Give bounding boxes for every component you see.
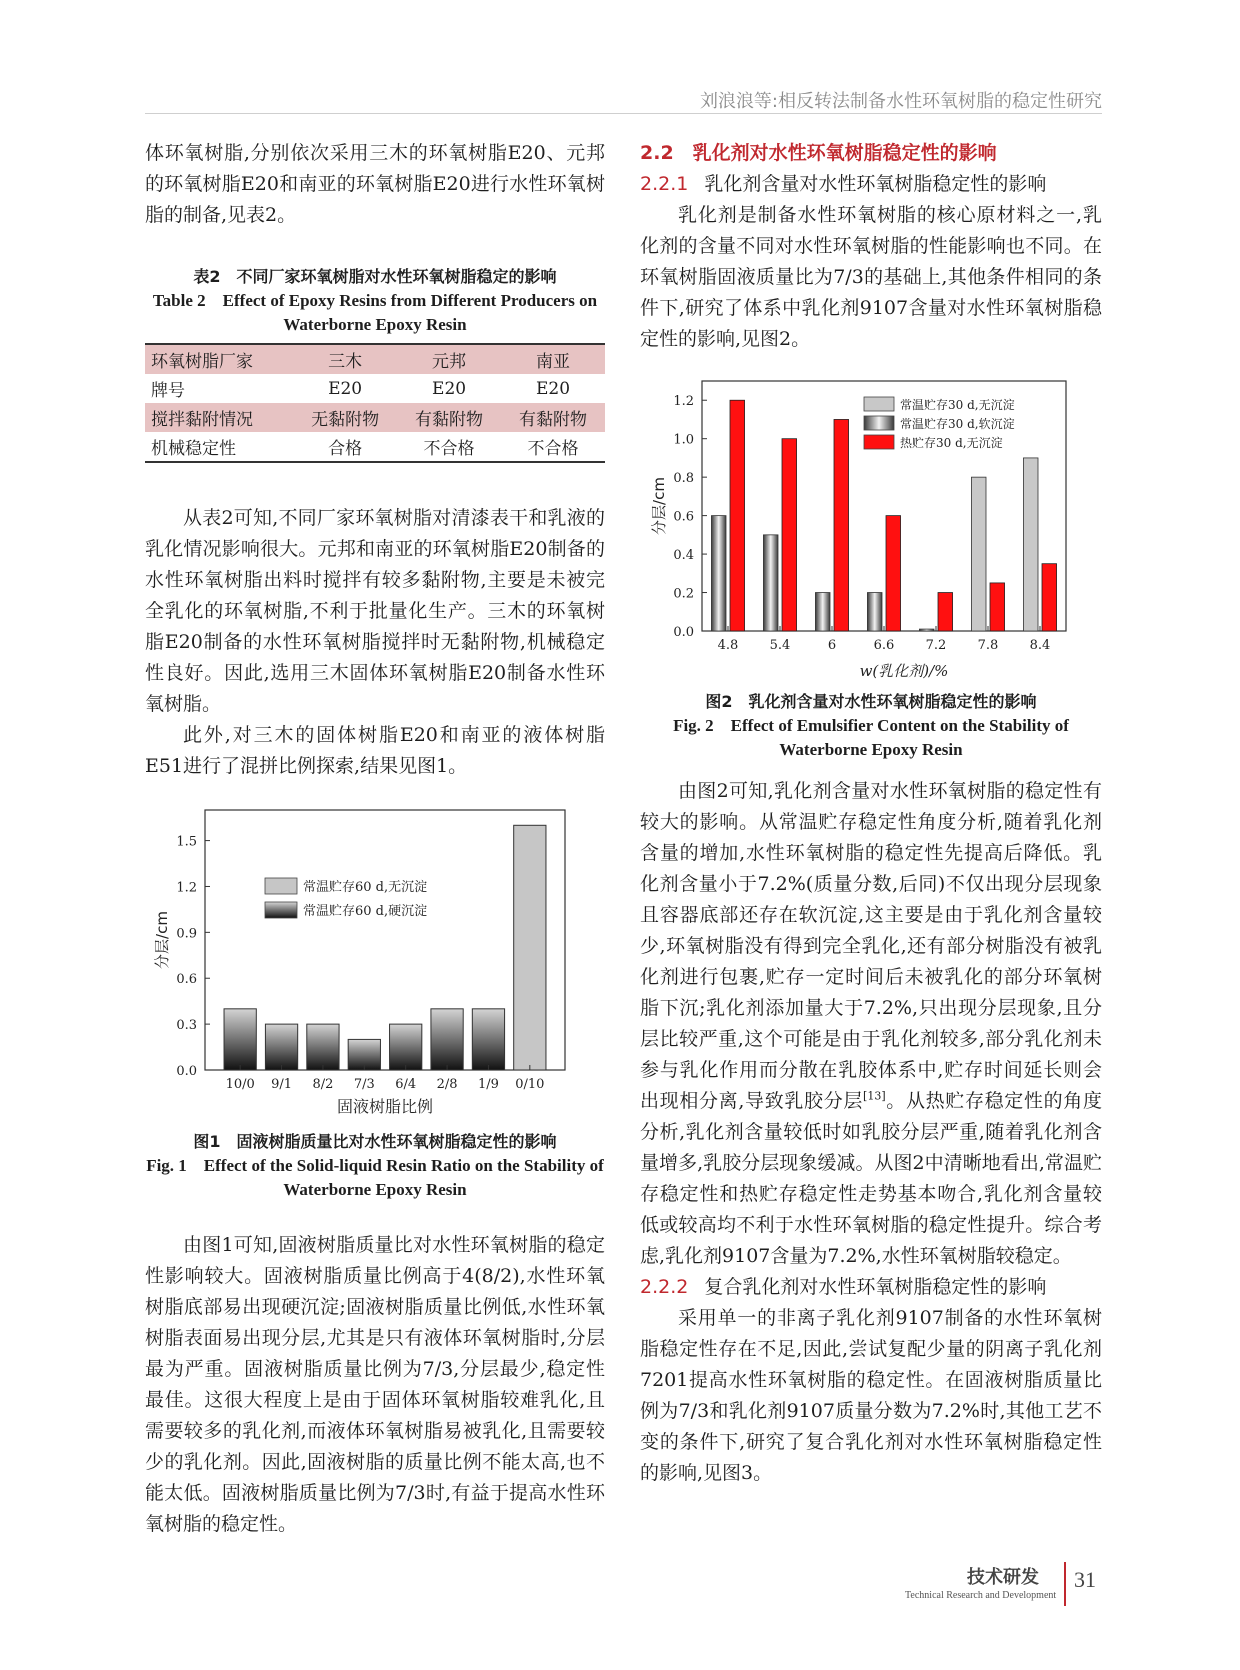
bar bbox=[472, 1009, 504, 1070]
bar bbox=[431, 1009, 463, 1070]
figure-2-chart bbox=[640, 373, 1102, 688]
x-tick-label: 6 bbox=[827, 638, 837, 653]
bar bbox=[265, 1024, 297, 1070]
table-cell: 不合格 bbox=[397, 432, 501, 462]
legend-label: 常温贮存30 d,无沉淀 bbox=[900, 398, 1015, 412]
plot-frame bbox=[205, 810, 565, 1070]
x-tick-label: 7.8 bbox=[977, 638, 999, 653]
y-tick-label: 1.2 bbox=[673, 394, 694, 410]
section-heading-2-2-1 bbox=[640, 169, 1102, 200]
y-tick-label: 1.0 bbox=[673, 432, 694, 448]
legend-label: 热贮存30 d,无沉淀 bbox=[900, 436, 1003, 450]
bar bbox=[763, 535, 778, 631]
y-tick-label: 0.3 bbox=[176, 1018, 197, 1034]
x-tick-label: 6/4 bbox=[395, 1077, 417, 1092]
legend-swatch bbox=[864, 416, 894, 430]
figure-1-chart bbox=[145, 798, 605, 1128]
y-tick-label: 0.2 bbox=[673, 586, 694, 602]
section-heading-2-2-2 bbox=[640, 1272, 1102, 1303]
page-number: 31 bbox=[1074, 1567, 1096, 1592]
bar bbox=[224, 1009, 256, 1070]
x-tick-label: 7/3 bbox=[353, 1077, 375, 1092]
bar bbox=[307, 1024, 339, 1070]
left-paragraph-1: 体环氧树脂,分别依次采用三木的环氧树脂E20、元邦的环氧树脂E20和南亚的环氧树脂E20进行水性环氧树脂的制备,见表2。 bbox=[145, 142, 605, 226]
legend-swatch bbox=[265, 902, 297, 918]
section-title: 乳化剂含量对水性环氧树脂稳定性的影响 bbox=[704, 173, 1047, 195]
x-tick-label: 4.8 bbox=[717, 638, 739, 653]
table-row bbox=[145, 374, 605, 403]
bar bbox=[971, 477, 986, 631]
bar bbox=[886, 516, 901, 631]
bar bbox=[815, 593, 830, 631]
x-tick-label: 1/9 bbox=[477, 1077, 499, 1092]
section-number: 2.2.1 bbox=[640, 173, 689, 195]
paragraph-text: 由图2可知,乳化剂含量对水性环氧树脂的稳定性有较大的影响。从常温贮存稳定性角度分析,随着乳化剂含量的增加,水性环氧树脂的稳定性先提高后降低。乳化剂含量小于7.2%(质量分数,后同)不仅出现分层现象且容器底部还存在软沉淀,这主要是由于乳化剂含量较少,环氧树脂没有得到完全乳化,还有部分树脂没有被乳化剂进行包裹,贮存一定时间后未被乳化的部分环氧树脂下沉;乳化剂添加量大于7.2%,只出现分层现象,且分层比较严重,这个可能是由于乳化剂较多,部分乳化剂未参与乳化作用而分散在乳胶体系中,贮存时间延长则会出现相分离,导致乳胶分层 bbox=[640, 780, 1102, 1112]
left-paragraph-4: 由图1可知,固液树脂质量比对水性环氧树脂的稳定性影响较大。固液树脂质量比例高于4(8/2),水性环氧树脂底部易出现硬沉淀;固液树脂质量比例低,水性环氧树脂表面易出现分层,尤其是只有液体环氧树脂时,分层最为严重。固液树脂质量比例为7/3,分层最少,稳定性最佳。这很大程度上是由于固体环氧树脂较难乳化,且需要较多的乳化剂,而液体环氧树脂易被乳化,且需要较少的乳化剂。因此,固液树脂的质量比例不能太高,也不能太低。固液树脂质量比例为7/3时,有益于提高水性环氧树脂的稳定性。 bbox=[145, 1234, 605, 1535]
fig2-caption-cn: 图2 乳化剂含量对水性环氧树脂稳定性的影响 bbox=[705, 692, 1037, 711]
x-tick-label: 5.4 bbox=[769, 638, 791, 653]
x-tick-label: 2/8 bbox=[436, 1077, 458, 1092]
x-tick-label: 7.2 bbox=[925, 638, 947, 653]
bar bbox=[782, 439, 797, 631]
x-tick-label: 8.4 bbox=[1029, 638, 1051, 653]
y-tick-label: 0.4 bbox=[673, 548, 694, 564]
left-column bbox=[145, 138, 605, 1540]
left-paragraph-3: 此外,对三木的固体树脂E20和南亚的液体树脂E51进行了混拼比例探索,结果见图1。 bbox=[145, 724, 605, 777]
table-cell: 南亚 bbox=[501, 344, 605, 374]
table-cell: 不合格 bbox=[501, 432, 605, 462]
fig2-caption-en: Fig. 2 Effect of Emulsifier Content on the Stability of Waterborne Epoxy Resin bbox=[673, 716, 1069, 759]
y-tick-label: 0.8 bbox=[673, 471, 694, 487]
running-header-title: 刘浪浪等:相反转法制备水性环氧树脂的稳定性研究 bbox=[699, 91, 1102, 112]
table-row bbox=[145, 344, 605, 374]
y-tick-label: 0.9 bbox=[176, 926, 197, 942]
legend-swatch bbox=[864, 435, 894, 449]
table-cell: E20 bbox=[535, 378, 571, 399]
footer-section-subtitle: Technical Research and Development bbox=[905, 1590, 1057, 1601]
bar bbox=[867, 593, 882, 631]
table-row bbox=[145, 403, 605, 432]
bar bbox=[834, 419, 849, 631]
table-cell: 环氧树脂厂家 bbox=[145, 344, 293, 374]
table-cell: 三木 bbox=[293, 344, 397, 374]
table-cell: 机械稳定性 bbox=[145, 432, 293, 462]
table-cell: 牌号 bbox=[151, 381, 185, 401]
legend-label: 常温贮存60 d,硬沉淀 bbox=[303, 904, 428, 919]
bar bbox=[1023, 458, 1038, 631]
y-tick-label: 0.0 bbox=[673, 625, 694, 640]
x-tick-label: 9/1 bbox=[271, 1077, 293, 1092]
table-cell: 有黏附物 bbox=[397, 403, 501, 432]
bar bbox=[990, 583, 1005, 631]
x-tick-label: 0/10 bbox=[515, 1077, 545, 1092]
table-cell: E20 bbox=[432, 378, 467, 399]
x-axis-label: 固液树脂比例 bbox=[336, 1097, 434, 1116]
bar bbox=[938, 593, 953, 631]
y-tick-label: 0.6 bbox=[176, 972, 197, 988]
x-axis-label: w(乳化剂)/% bbox=[859, 662, 949, 680]
section-number: 2.2.2 bbox=[640, 1276, 689, 1298]
table-row bbox=[145, 432, 605, 462]
bar bbox=[390, 1024, 422, 1070]
section-heading-2-2: 2.2 乳化剂对水性环氧树脂稳定性的影响 bbox=[640, 142, 997, 164]
x-tick-label: 6.6 bbox=[873, 638, 895, 653]
right-paragraph-3: 采用单一的非离子乳化剂9107制备的水性环氧树脂稳定性存在不足,因此,尝试复配少量的阴离子乳化剂7201提高水性环氧树脂的稳定性。在固液树脂质量比例为7/3和乳化剂9107质量分数为7.2%时,其他工艺不变的条件下,研究了复合乳化剂对水性环氧树脂稳定性的影响,见图3。 bbox=[640, 1307, 1102, 1484]
y-axis-label: 分层/cm bbox=[153, 911, 171, 969]
right-paragraph-2 bbox=[640, 776, 1102, 1272]
right-column bbox=[640, 138, 1102, 1489]
paragraph-text-cont: 。从热贮存稳定性的角度分析,乳化剂含量较低时如乳胶分层严重,随着乳化剂含量增多,乳胶分层现象缓减。从图2中清晰地看出,常温贮存稳定性和热贮存稳定性走势基本吻合,乳化剂含量较低或较高均不利于水性环氧树脂的稳定性提升。综合考虑,乳化剂9107含量为7.2%,水性环氧树脂较稳定。 bbox=[640, 1090, 1102, 1267]
table-cell: 无黏附物 bbox=[293, 403, 397, 432]
table-cell: 合格 bbox=[293, 432, 397, 462]
citation-ref: [13] bbox=[863, 1089, 886, 1103]
legend-swatch bbox=[265, 878, 297, 894]
legend-label: 常温贮存60 d,无沉淀 bbox=[303, 880, 428, 895]
bar bbox=[711, 516, 726, 631]
right-paragraph-1: 乳化剂是制备水性环氧树脂的核心原材料之一,乳化剂的含量不同对水性环氧树脂的性能影响也不同。在环氧树脂固液质量比为7/3的基础上,其他条件相同的条件下,研究了体系中乳化剂9107含量对水性环氧树脂稳定性的影响,见图2。 bbox=[640, 204, 1102, 350]
table-cell: 有黏附物 bbox=[501, 403, 605, 432]
header-rule bbox=[145, 113, 1102, 114]
fig1-caption-cn: 图1 固液树脂质量比对水性环氧树脂稳定性的影响 bbox=[193, 1132, 557, 1151]
footer-section-title: 技术研发 bbox=[967, 1567, 1039, 1588]
left-paragraph-2: 从表2可知,不同厂家环氧树脂对清漆表干和乳液的乳化情况影响很大。元邦和南亚的环氧树脂E20制备的水性环氧树脂出料时搅拌有较多黏附物,主要是未被完全乳化的环氧树脂,不利于批量化生产。三木的环氧树脂E20制备的水性环氧树脂搅拌时无黏附物,机械稳定性良好。因此,选用三木固体环氧树脂E20制备水性环氧树脂。 bbox=[145, 507, 605, 715]
table2-caption-cn: 表2 不同厂家环氧树脂对水性环氧树脂稳定的影响 bbox=[193, 267, 557, 286]
bar bbox=[1042, 564, 1057, 631]
table-cell: E20 bbox=[328, 378, 363, 399]
x-tick-label: 8/2 bbox=[312, 1077, 334, 1092]
table2-caption-en: Table 2 Effect of Epoxy Resins from Different Producers on Waterborne Epoxy Resin bbox=[152, 291, 598, 334]
bar bbox=[514, 825, 546, 1070]
table-cell: 搅拌黏附情况 bbox=[145, 403, 293, 432]
fig1-caption-en: Fig. 1 Effect of the Solid-liquid Resin Ratio on the Stability of Waterborne Epoxy Resin bbox=[146, 1156, 604, 1199]
y-tick-label: 0.0 bbox=[176, 1064, 197, 1079]
section-title: 复合乳化剂对水性环氧树脂稳定性的影响 bbox=[704, 1276, 1047, 1298]
bar bbox=[919, 629, 934, 631]
footer-divider bbox=[1064, 1562, 1066, 1606]
y-axis-label: 分层/cm bbox=[650, 477, 668, 535]
legend-swatch bbox=[864, 397, 894, 411]
table-2 bbox=[145, 343, 605, 463]
legend-label: 常温贮存30 d,软沉淀 bbox=[900, 417, 1015, 431]
y-tick-label: 1.5 bbox=[176, 834, 197, 850]
y-tick-label: 0.6 bbox=[673, 509, 694, 525]
table-cell: 元邦 bbox=[397, 344, 501, 374]
bar bbox=[730, 400, 745, 631]
y-tick-label: 1.2 bbox=[176, 880, 197, 896]
x-tick-label: 10/0 bbox=[225, 1077, 255, 1092]
